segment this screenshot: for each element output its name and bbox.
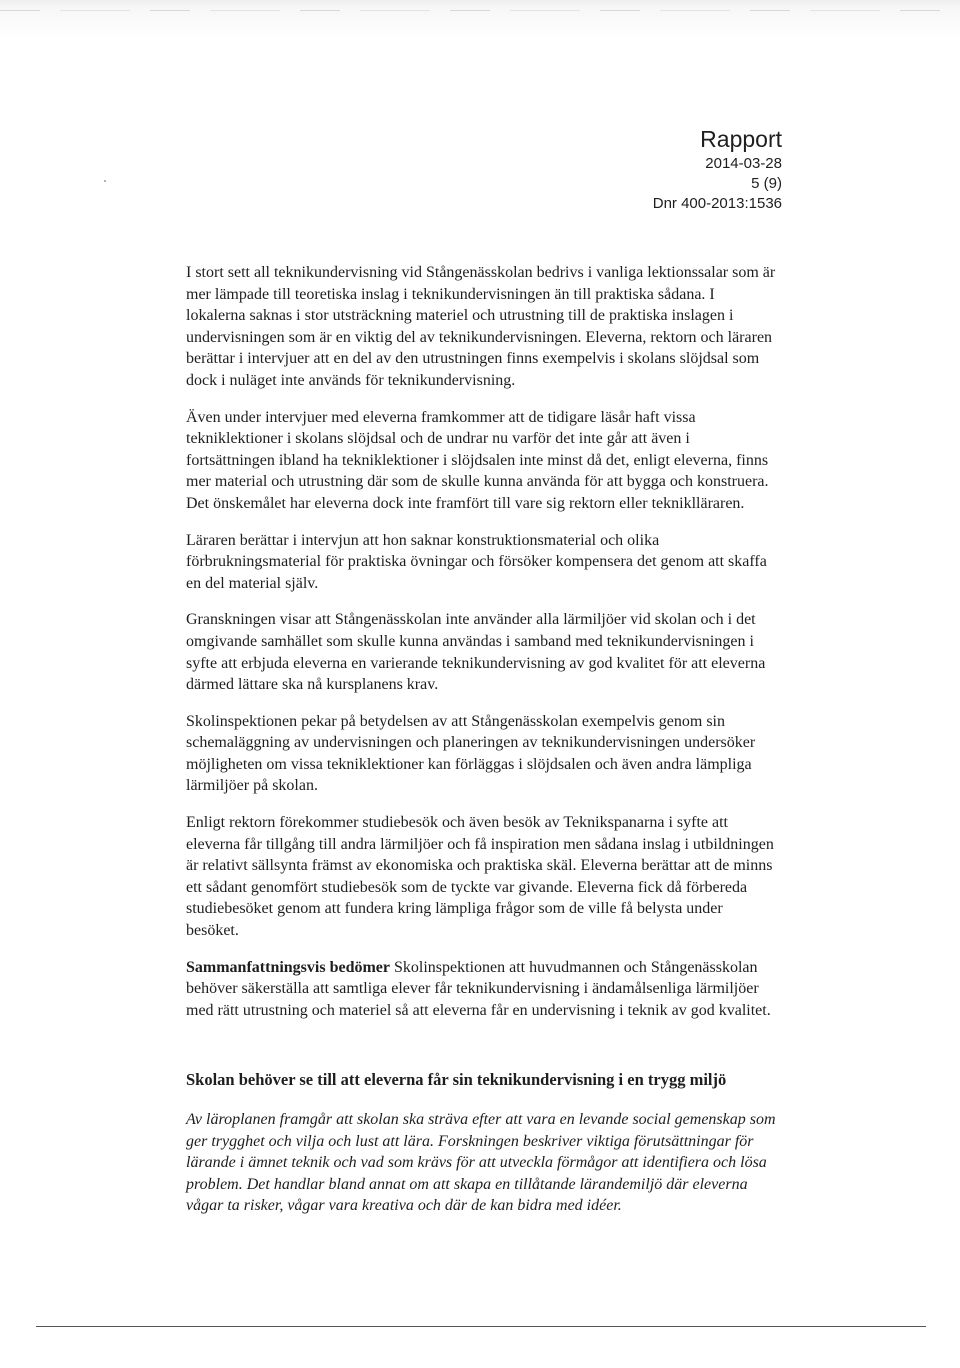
scan-speck: [104, 180, 106, 182]
paragraph: Läraren berättar i intervjun att hon saknar konstruktionsmaterial och olika förbrukningsmaterial för praktiska övningar och försöker kompensera det genom att skaffa en del material själv.: [186, 531, 767, 592]
section-intro: Av läroplanen framgår att skolan ska sträva efter att vara en levande social gemenskap som ger trygghet och vilja och lust att lära. Forskningen beskriver viktiga förutsättningar för lärande i ämnet teknik och vad som krävs för att utveckla förmågor att identifiera och lösa problem. Det handlar bland annat om att skapa en tillåtande lärandemiljö där eleverna vågar ta risker, vågar vara kreativa och där de kan bidra med idéer.: [186, 1111, 776, 1215]
paragraph: I stort sett all teknikundervisning vid Stångenässkolan bedrivs i vanliga lektionssalar som är mer lämpade till teoretiska inslag i teknikundervisningen än till praktiska sådana. I lokalerna saknas i stor utsträckning materiel och utrustning till de praktiska inslagen i undervisningen som är en viktig del av teknikundervisningen. Eleverna, rektorn och läraren berättar i intervjuer att en del av den utrustningen finns exempelvis i skolans slöjdsal som dock i nuläget inte används för teknikundervisning.: [186, 264, 776, 389]
summary-text: Skolinspektionen att huvudmannen och Stångenässkolan behöver säkerställa att samtliga elever får teknikundervisning i ändamålsenliga lärmiljöer med rätt utrustning och materiel så att eleverna får en undervisning i teknik av god kvalitet.: [186, 958, 771, 1019]
paragraph: Granskningen visar att Stångenässkolan inte använder alla lärmiljöer vid skolan och i det omgivande samhället som skulle kunna användas i samband med teknikundervisningen i syfte att erbjuda eleverna en varierande teknikundervisning av god kvalitet för att eleverna därmed lättare ska nå kursplanens krav.: [186, 611, 766, 694]
reference-number: Dnr 400-2013:1536: [652, 195, 782, 212]
document-type: Rapport: [700, 126, 782, 152]
document-header: [653, 124, 782, 214]
paragraph: Enligt rektorn förekommer studiebesök och även besök av Teknikspanarna i syfte att eleverna får tillgång till andra lärmiljöer och få inspiration men sådana inslag i utbildningen är relativt sällsynta främst av ekonomiska och praktiska skäl. Eleverna berättar att de minns ett sådant genomfört studiebesök som de tyckte var givande. Eleverna fick då förbereda studiebesöket genom att fundera kring lämpliga frågor som de ville få belysta under besöket.: [186, 814, 774, 940]
scan-artifact-line: [0, 10, 960, 11]
document-date: 2014-03-28: [705, 155, 782, 172]
paragraph: Även under intervjuer med eleverna framkommer att de tidigare läsår haft vissa tekniklektioner i skolans slöjdsal och de undrar nu varför det inte går att även i fortsättningen ibland ha tekniklektioner i slöjdsalen inte minst då det, enligt eleverna, finns mer material och utrustning där som de skulle kunna använda för att bygga och konstruera. Det önskemålet har eleverna dock inte framfört till vare sig rektorn eller tekniklläraren.: [186, 408, 769, 512]
section-heading: Skolan behöver se till att eleverna får sin teknikundervisning i en trygg miljö: [186, 1070, 727, 1090]
document-body: [186, 262, 776, 1232]
footer-divider: [36, 1326, 926, 1327]
summary-paragraph: [186, 957, 776, 1022]
scan-shadow: [0, 0, 960, 40]
summary-lead: Sammanfattningsvis bedömer: [186, 958, 391, 976]
page-number: 5 (9): [751, 175, 782, 192]
paragraph: Skolinspektionen pekar på betydelsen av att Stångenässkolan exempelvis genom sin schemaläggning av undervisningen och planeringen av teknikundervisningen undersöker möjligheten om vissa tekniklektioner kan förläggas i slöjdsalen och även andra lämpliga lärmiljöer på skolan.: [186, 712, 756, 795]
